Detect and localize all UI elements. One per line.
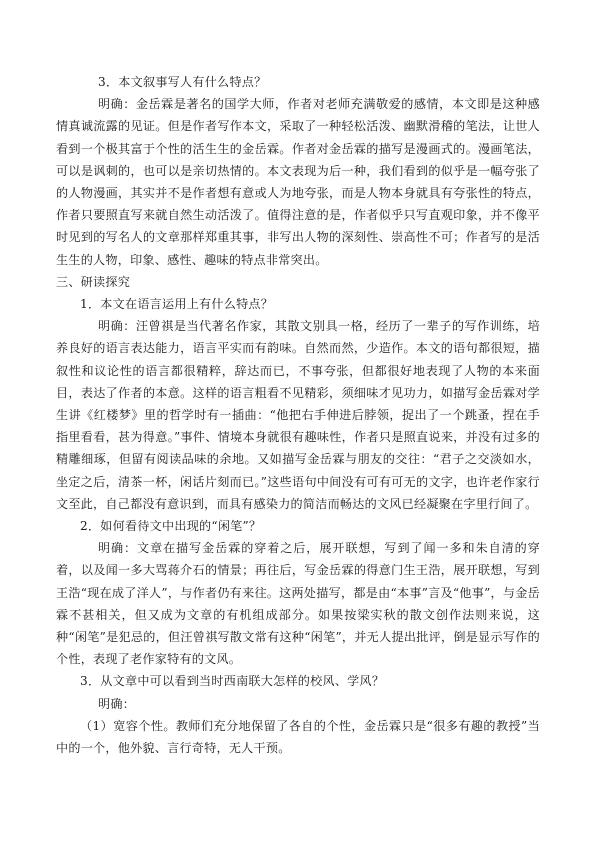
question-2-heading: 2．如何看待文中出现的“闲笔”？	[80, 519, 262, 534]
question-1-heading: 1．本文在语言运用上有什么特点？	[80, 297, 274, 312]
section-heading: 三、研读探究	[56, 274, 131, 289]
answer-paragraph: 明确：文章在描写金岳霖的穿着之后，展开联想，写到了闻一多和朱自清的穿着，以及闻一多大骂蒋介石的情景；再往后，写金岳霖的得意门生王浩，展开联想，写到王浩“现在成了洋人”，与作者仍有来往。这两处描写，都是由“本事”言及“他事”，与金岳霖不甚相关，但又成为文章的有机组成部分。如果按梁实秋的散文创作法则来说，这种“闲笔”是犯忌的，但汪曾祺写散文常有这种“闲笔”，并无人提出批评，倒是显示写作的个性，表现了老作家特有的文风。	[56, 541, 540, 667]
answer-label: 明确：	[98, 696, 136, 711]
question-3-heading: 3．本文叙事写人有什么特点？	[98, 75, 267, 89]
answer-paragraph: 明确：汪曾祺是当代著名作家，其散文别具一格，经历了一辈子的写作训练，培养良好的语言表达能力，语言平实而有韵味。自然而然，少造作。本文的语句都很短，描叙性和议论性的语言都很精粹，辞达而已，不事夸张，但都很好地表现了人物的本来面目，表达了作者的本意。这样的语言粗看不见精彩，须细味才见功力，如描写金岳霖对学生讲《红楼梦》里的哲学时有一插曲：“他把右手伸进后脖领，捉出了一个跳蚤，捏在手指里看看，甚为得意。”事件、情境本身就很有趣味性，作者只是照直说来，并没有过多的精雕细琢，但留有阅读品味的余地。又如描写金岳霖与朋友的交往：“君子之交淡如水，坐定之后，清茶一杯，闲话片刻而已。”这些语句中间没有可有可无的文字，也许老作家行文至此，自己都没有意识到，而具有感染力的简洁而畅达的文风已经凝聚在字里行间了。	[56, 319, 540, 511]
question-3b-heading: 3．从文章中可以看到当时西南联大怎样的校风、学风？	[80, 674, 385, 689]
document-body	[56, 71, 540, 759]
answer-list-item: （1）宽容个性。教师们充分地保留了各自的个性，金岳霖只是“很多有趣的教授”当中的一个，他外貌、言行奇特，无人干预。	[56, 718, 540, 756]
answer-paragraph: 明确：金岳霖是著名的国学大师，作者对老师充满敬爱的感情，本文即是这种感情真诚流露的见证。但是作者写作本文，采取了一种轻松活泼、幽默滑稽的笔法，让世人看到一个极其富于个性的活生生的金岳霖。作者对金岳霖的描写是漫画式的。漫画笔法，可以是讽刺的，也可以是亲切热情的。本文表现为后一种，我们看到的似乎是一幅夸张了的人物漫画，其实并不是作者想有意或人为地夸张，而是人物本身就具有夸张性的特点，作者只要照直写来就自然生动活泼了。值得注意的是，作者似乎只写直观印象，并不像平时见到的写名人的文章那样郑重其事，非写出人物的深刻性、崇高性不可；作者写的是活生生的人物，印象、感性、趣味的特点非常突出。	[56, 97, 540, 267]
